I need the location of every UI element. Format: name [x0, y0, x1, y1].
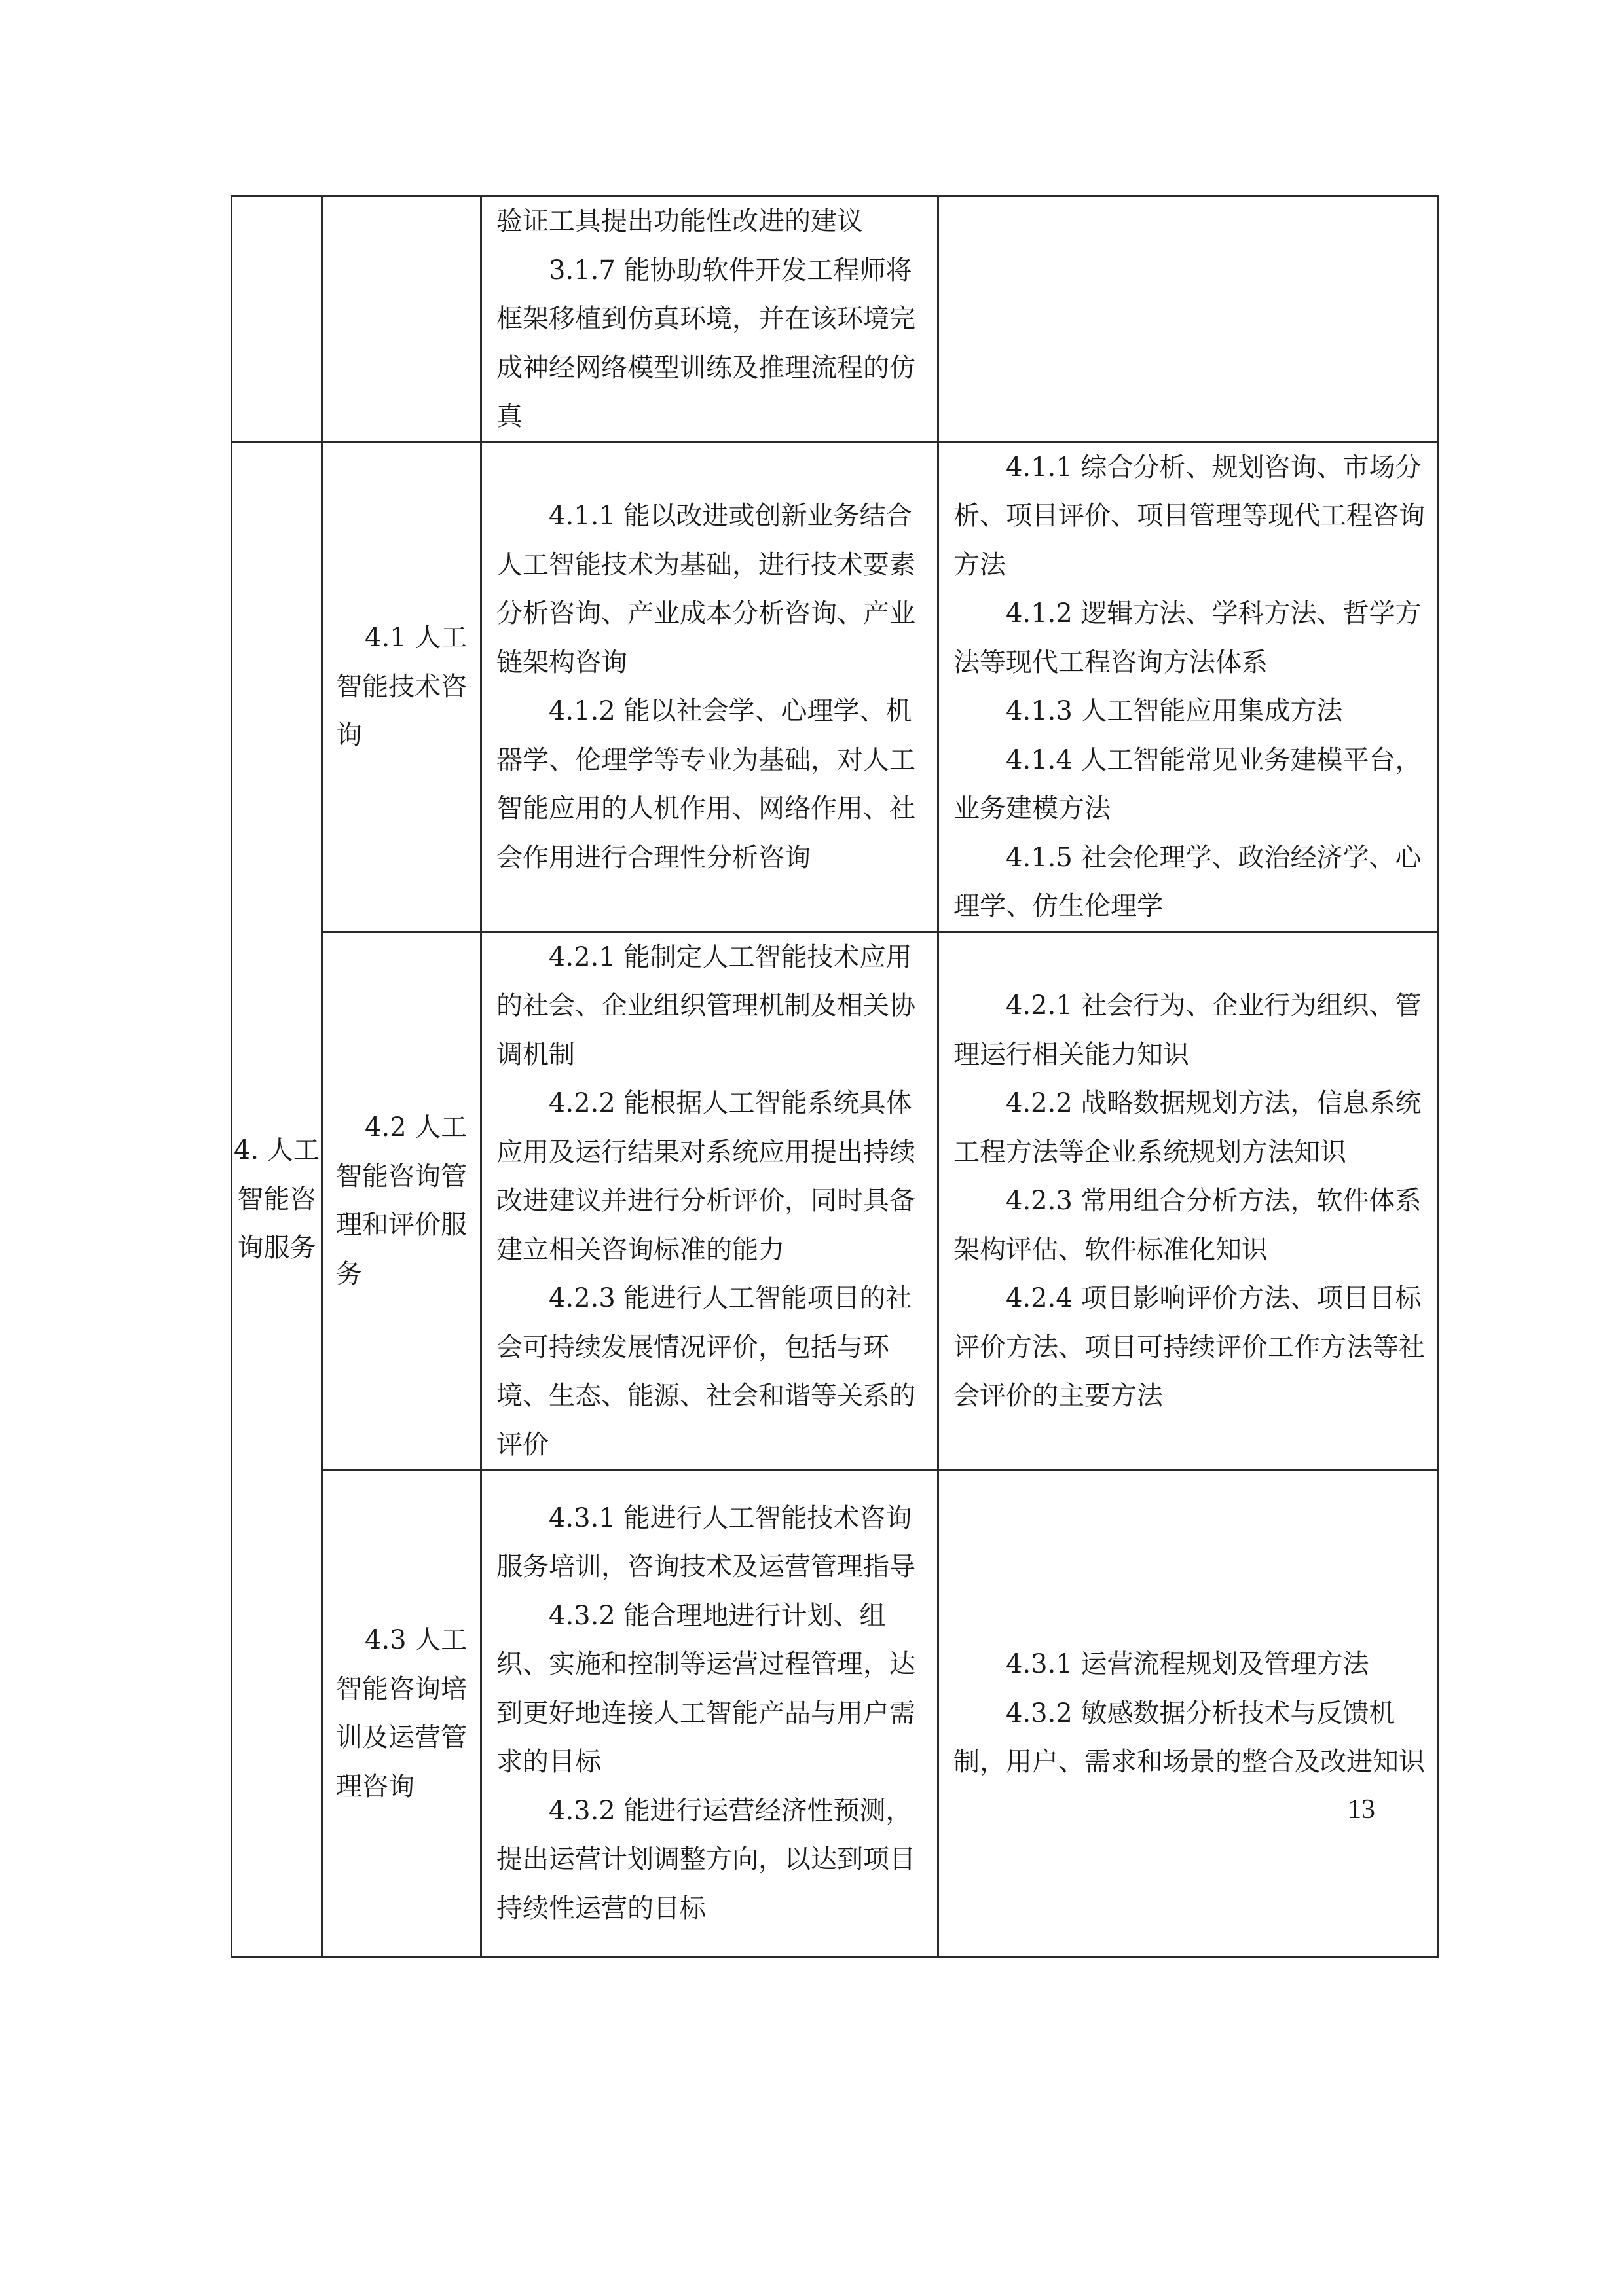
- knowledge-text: 4.2.4 项目影响评价方法、项目目标评价方法、项目可持续评价工作方法等社会评价的主要方法: [953, 1283, 1425, 1411]
- requirement-text: 3.1.7 能协助软件开发工程师将框架移植到仿真环境，并在该环境完成神经网络模型训练及推理流程的仿真: [496, 255, 915, 431]
- requirement-text: 验证工具提出功能性改进的建议: [496, 206, 863, 236]
- table-row: [232, 932, 1439, 1470]
- competency-table: [231, 195, 1439, 1958]
- knowledge-cell: [938, 1470, 1439, 1957]
- requirement-text: 4.3.2 能合理地进行计划、组织、实施和控制等运营过程管理，达到更好地连接人工智能产品与用户需求的目标: [496, 1600, 915, 1777]
- table-cell-empty: [232, 196, 322, 443]
- knowledge-text: 4.3.2 敏感数据分析技术与反馈机制，用户、需求和场景的整合及改进知识: [953, 1698, 1425, 1777]
- table-row: [232, 196, 1439, 443]
- knowledge-text: 4.1.4 人工智能常见业务建模平台，业务建模方法: [953, 744, 1422, 824]
- knowledge-text: 4.3.1 运营流程规划及管理方法: [1006, 1649, 1369, 1680]
- table-row: [232, 442, 1439, 932]
- skill-requirement-cell: [481, 1470, 938, 1957]
- work-unit-label: 4.1 人工智能技术咨询: [336, 623, 468, 751]
- work-unit-cell: [322, 442, 481, 932]
- requirement-text: 4.2.3 能进行人工智能项目的社会可持续发展情况评价，包括与环境、生态、能源、社会和谐等关系的评价: [496, 1283, 915, 1460]
- work-unit-cell: [322, 932, 481, 1470]
- function-cell: [232, 442, 322, 1957]
- requirement-text: 4.3.2 能进行运营经济性预测，提出运营计划调整方向，以达到项目持续性运营的目标: [496, 1795, 915, 1923]
- skill-requirement-cell: [481, 196, 938, 443]
- knowledge-cell: [938, 932, 1439, 1470]
- work-unit-label: 4.2 人工智能咨询管理和评价服务: [336, 1112, 468, 1289]
- skill-requirement-cell: [481, 932, 938, 1470]
- knowledge-text: 4.2.2 战略数据规划方法，信息系统工程方法等企业系统规划方法知识: [953, 1088, 1422, 1167]
- requirement-text: 4.3.1 能进行人工智能技术咨询服务培训，咨询技术及运营管理指导: [496, 1503, 915, 1582]
- knowledge-text: 4.1.2 逻辑方法、学科方法、哲学方法等现代工程咨询方法体系: [953, 598, 1422, 678]
- page-number: 13: [1348, 1795, 1375, 1825]
- work-unit-cell: [322, 1470, 481, 1957]
- requirement-text: 4.2.2 能根据人工智能系统具体应用及运行结果对系统应用提出持续改进建议并进行分析评价，同时具备建立相关咨询标准的能力: [496, 1088, 915, 1265]
- knowledge-text: 4.2.3 常用组合分析方法，软件体系架构评估、软件标准化知识: [953, 1186, 1422, 1265]
- knowledge-text: 4.2.1 社会行为、企业行为组织、管理运行相关能力知识: [953, 991, 1422, 1070]
- table-cell-empty: [322, 196, 481, 443]
- requirement-text: 4.1.2 能以社会学、心理学、机器学、伦理学等专业为基础，对人工智能应用的人机作用、网络作用、社会作用进行合理性分析咨询: [496, 696, 915, 873]
- table-cell-empty: [938, 196, 1439, 443]
- knowledge-cell: [938, 442, 1439, 932]
- function-label: 4. 人工智能咨询服务: [234, 1135, 320, 1263]
- knowledge-text: 4.1.3 人工智能应用集成方法: [1006, 696, 1343, 726]
- skill-requirement-cell: [481, 442, 938, 932]
- work-unit-label: 4.3 人工智能咨询培训及运营管理咨询: [336, 1625, 468, 1802]
- requirement-text: 4.2.1 能制定人工智能技术应用的社会、企业组织管理机制及相关协调机制: [496, 941, 915, 1070]
- table-row: [232, 1470, 1439, 1957]
- requirement-text: 4.1.1 能以改进或创新业务结合人工智能技术为基础，进行技术要素分析咨询、产业成本分析咨询、产业链架构咨询: [496, 501, 915, 678]
- knowledge-text: 4.1.5 社会伦理学、政治经济学、心理学、仿生伦理学: [953, 842, 1422, 921]
- knowledge-text: 4.1.1 综合分析、规划咨询、市场分析、项目评价、项目管理等现代工程咨询方法: [953, 452, 1425, 580]
